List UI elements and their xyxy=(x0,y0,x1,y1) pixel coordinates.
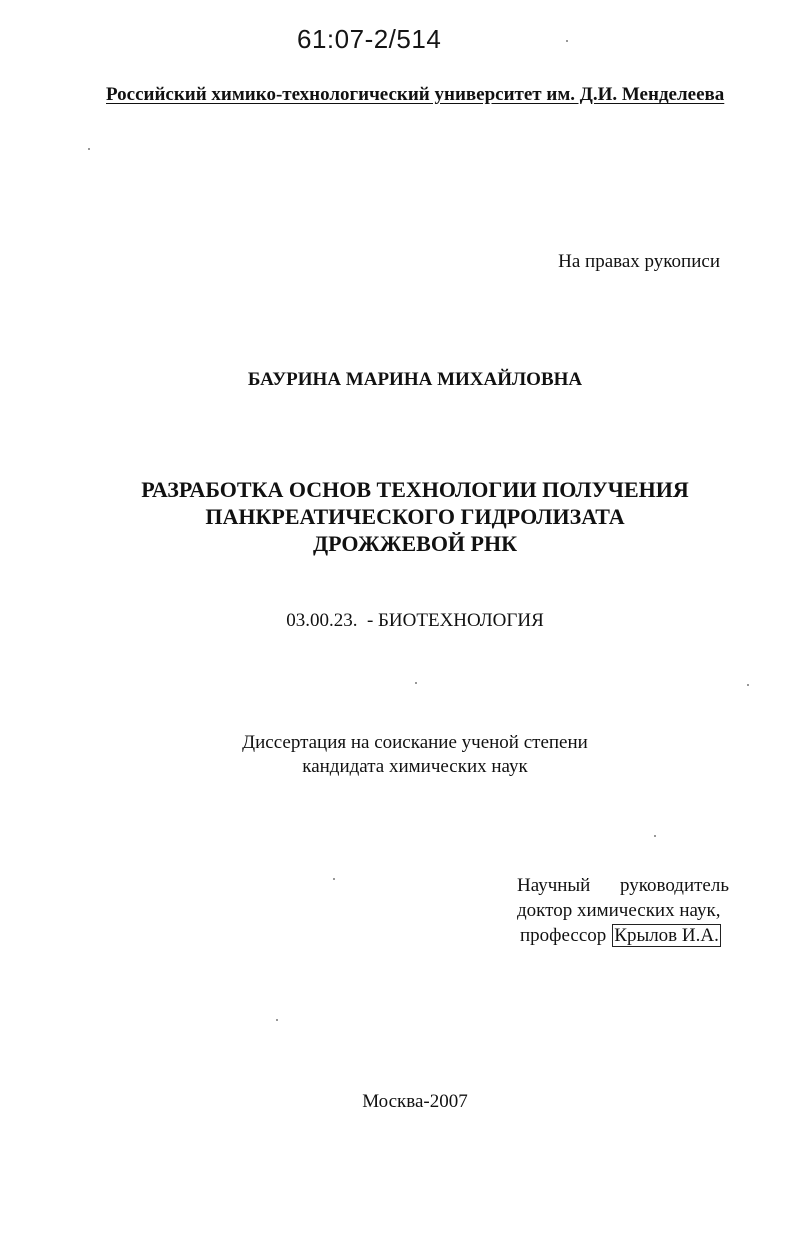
university-name: Российский химико-технологический университет им. Д.И. Менделеева xyxy=(106,84,725,105)
supervisor-role-word: Научный xyxy=(517,875,591,896)
title-line: РАЗРАБОТКА ОСНОВ ТЕХНОЛОГИИ ПОЛУЧЕНИЯ xyxy=(141,477,689,502)
supervisor-role-word: руководитель xyxy=(619,875,729,896)
supervisor-rank-name xyxy=(517,923,729,948)
supervisor-name: Крылов И.А. xyxy=(614,925,719,946)
manuscript-rights-note: На правах рукописи xyxy=(558,251,720,272)
scan-speck xyxy=(654,835,656,837)
supervisor-block xyxy=(517,873,729,948)
specialty-code: 03.00.23. - БИОТЕХНОЛОГИЯ xyxy=(286,610,544,631)
degree-line: Диссертация на соискание ученой степени xyxy=(242,732,588,753)
title-line: ДРОЖЖЕВОЙ РНК xyxy=(312,531,518,556)
supervisor-degree: доктор химических наук, xyxy=(517,900,721,921)
degree-statement xyxy=(0,731,798,779)
scan-speck xyxy=(415,682,417,684)
title-line: ПАНКРЕАТИЧЕСКОГО ГИДРОЛИЗАТА xyxy=(205,504,625,529)
scan-speck xyxy=(88,148,90,150)
city-year: Москва-2007 xyxy=(362,1091,468,1112)
scan-speck xyxy=(333,878,335,880)
degree-line: кандидата химических наук xyxy=(302,756,528,777)
dissertation-title xyxy=(0,476,798,557)
supervisor-rank: профессор xyxy=(520,925,607,946)
author-name: БАУРИНА МАРИНА МИХАЙЛОВНА xyxy=(247,369,583,390)
scan-speck xyxy=(747,684,749,686)
scan-speck xyxy=(276,1019,278,1021)
supervisor-role xyxy=(517,873,729,898)
scan-speck xyxy=(566,40,568,42)
catalog-number: 61:07-2/514 xyxy=(297,24,442,54)
